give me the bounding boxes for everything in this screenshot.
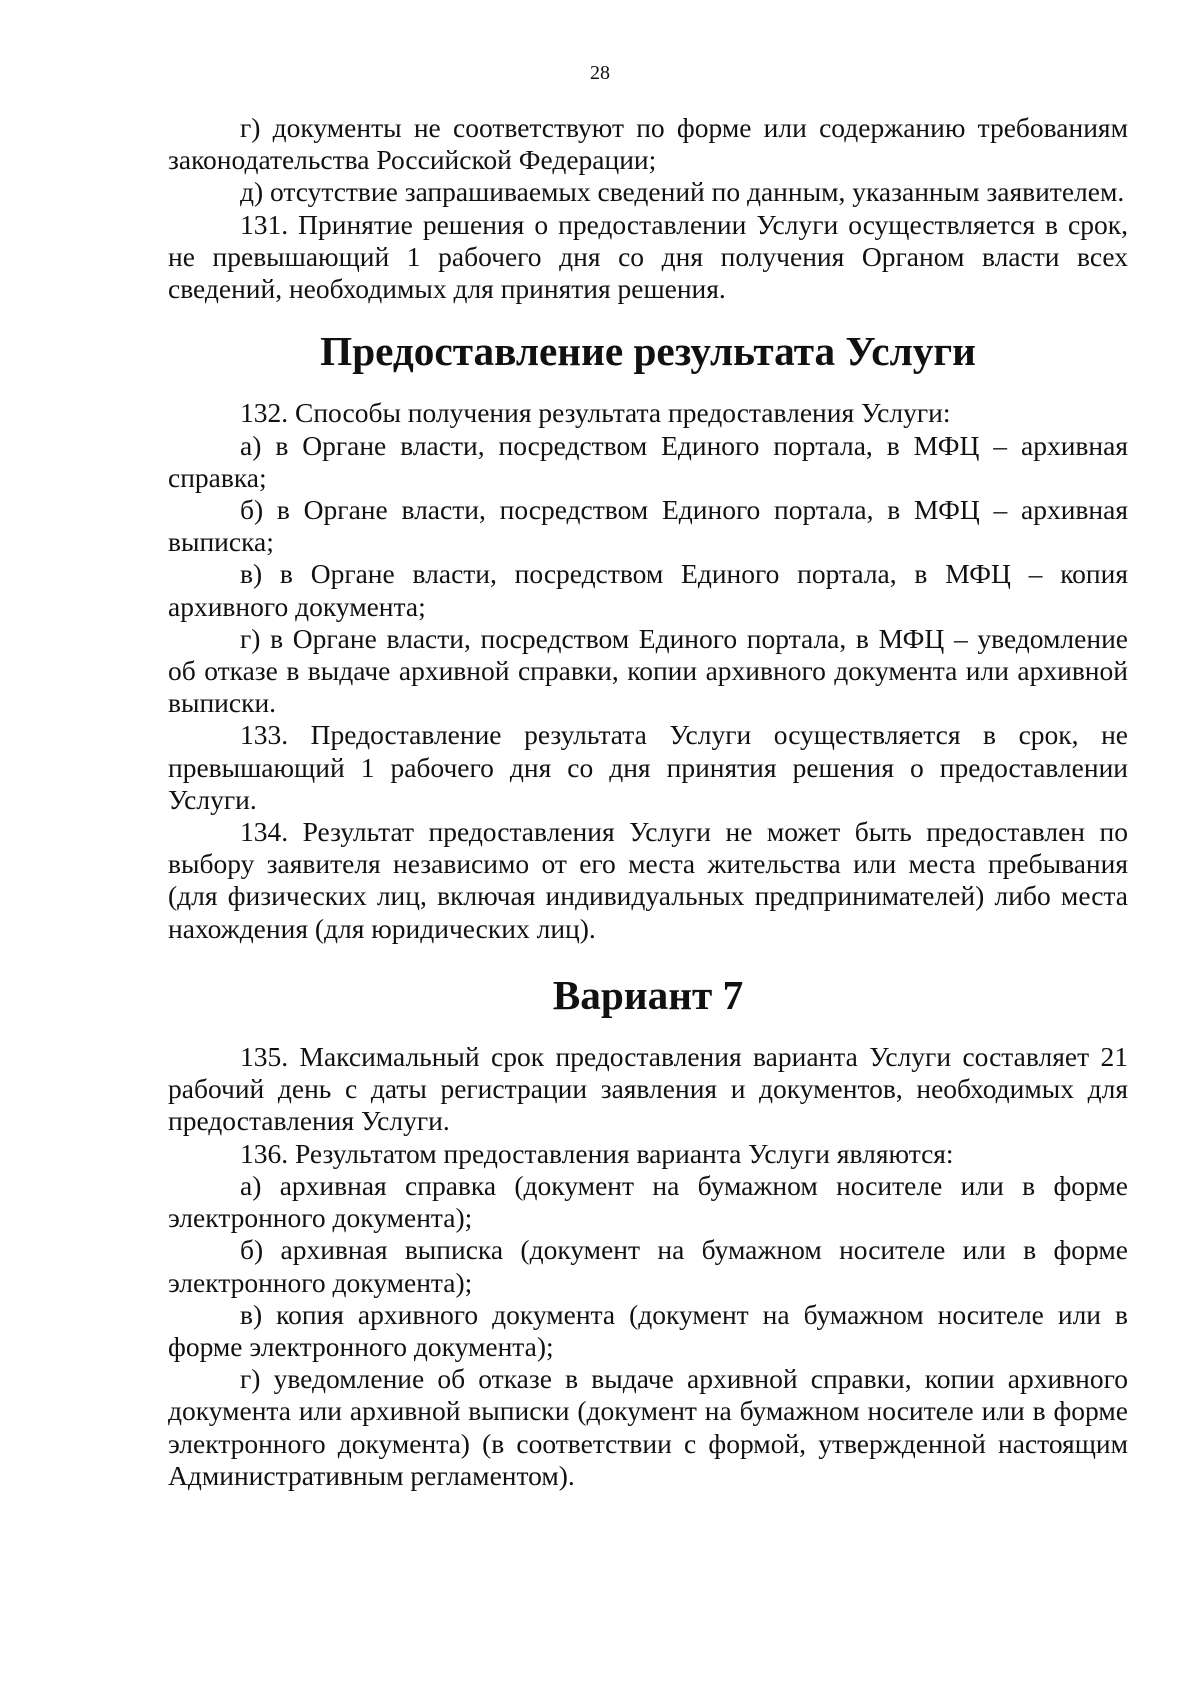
section-heading-result: Предоставление результата Услуги <box>320 328 976 375</box>
paragraph-g-docs-nonconforming: г) документы не соответствуют по форме или содержанию требованиям законодательства Российской Федерации; <box>168 112 1128 176</box>
paragraph-133: 133. Предоставление результата Услуги осуществляется в срок, не превышающий 1 рабочего дня со дня принятия решения о предоставлении Услуги. <box>168 719 1128 815</box>
paragraph-136-v: в) копия архивного документа (документ на бумажном носителе или в форме электронного документа); <box>168 1298 1128 1362</box>
document-body <box>168 112 1128 1492</box>
paragraph-136-a: а) архивная справка (документ на бумажном носителе или в форме электронного документа); <box>168 1169 1128 1234</box>
paragraph-131: 131. Принятие решения о предоставлении Услуги осуществляется в срок, не превышающий 1 рабочего дня со дня получения Органом власти всех сведений, необходимых для принятия решения. <box>168 208 1128 305</box>
paragraph-136-g: г) уведомление об отказе в выдаче архивной справки, копии архивного документа или архивной выписки (документ на бумажном носителе или в форме электронного документа) (в соответствии с формой, утвержденной настоящим Административным регламентом). <box>168 1363 1128 1491</box>
paragraph-135: 135. Максимальный срок предоставления варианта Услуги составляет 21 рабочий день с даты регистрации заявления и документов, необходимых для предоставления Услуги. <box>168 1041 1128 1137</box>
paragraph-d-missing-info: д) отсутствие запрашиваемых сведений по данным, указанным заявителем. <box>240 176 1125 208</box>
paragraph-132: 132. Способы получения результата предоставления Услуги: <box>240 397 951 429</box>
section-heading-variant-7: Вариант 7 <box>552 971 744 1018</box>
paragraph-136-b: б) архивная выписка (документ на бумажном носителе или в форме электронного документа); <box>168 1234 1128 1298</box>
paragraph-132-v: в) в Органе власти, посредством Единого портала, в МФЦ – копия архивного документа; <box>168 558 1128 622</box>
paragraph-136: 136. Результатом предоставления варианта Услуги являются: <box>240 1137 954 1169</box>
paragraph-132-b: б) в Органе власти, посредством Единого портала, в МФЦ – архивная выписка; <box>168 494 1128 558</box>
paragraph-134: 134. Результат предоставления Услуги не может быть предоставлен по выбору заявителя независимо от его места жительства или места пребывания (для физических лиц, включая индивидуальных предпринимателей) либо места нахождения (для юридических лиц). <box>168 816 1128 944</box>
paragraph-132-g: г) в Органе власти, посредством Единого портала, в МФЦ – уведомление об отказе в выдаче архивной справки, копии архивного документа или архивной выписки. <box>168 622 1128 719</box>
page-number: 28 <box>590 62 610 84</box>
paragraph-132-a: а) в Органе власти, посредством Единого портала, в МФЦ – архивная справка; <box>168 429 1128 493</box>
